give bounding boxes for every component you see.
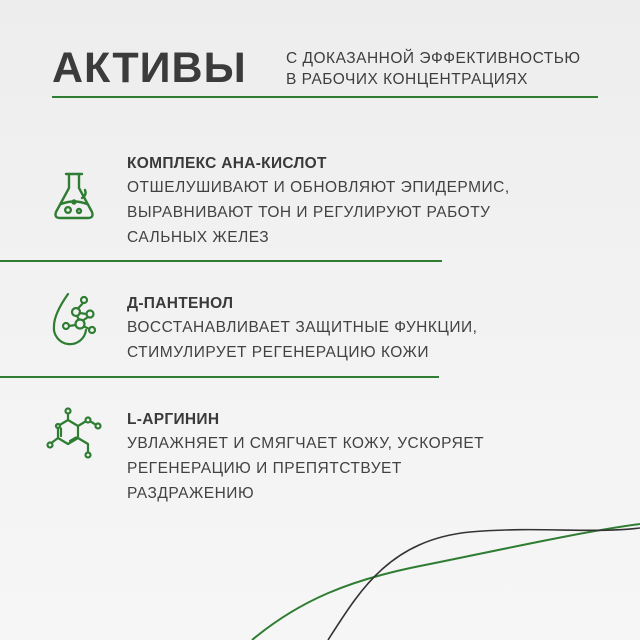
item-title: КОМПЛЕКС АНА-КИСЛОТ (127, 155, 327, 172)
item-desc-line: САЛЬНЫХ ЖЕЛЕЗ (127, 229, 270, 246)
item-desc-line: РЕГЕНЕРАЦИЮ И ПРЕПЯТСТВУЕТ (127, 460, 402, 477)
item-title: Д-ПАНТЕНОЛ (127, 295, 234, 312)
subtitle-line: С ДОКАЗАННОЙ ЭФФЕКТИВНОСТЬЮ (286, 50, 581, 67)
item-desc-line: ВОССТАНАВЛИВАЕТ ЗАЩИТНЫЕ ФУНКЦИИ, (127, 319, 478, 336)
item-desc-line: УВЛАЖНЯЕТ И СМЯГЧАЕТ КОЖУ, УСКОРЯЕТ (127, 435, 485, 452)
subtitle-line: В РАБОЧИХ КОНЦЕНТРАЦИЯХ (286, 71, 528, 88)
dark-curve (328, 528, 640, 640)
item-desc-line: РАЗДРАЖЕНИЮ (127, 485, 255, 502)
item-title: L-АРГИНИН (127, 411, 220, 428)
item-desc-line: СТИМУЛИРУЕТ РЕГЕНЕРАЦИЮ КОЖИ (127, 344, 429, 361)
item-desc-line: ВЫРАВНИВАЮТ ТОН И РЕГУЛИРУЮТ РАБОТУ (127, 204, 491, 221)
green-curve (252, 524, 640, 640)
item-desc-line: ОТШЕЛУШИВАЮТ И ОБНОВЛЯЮТ ЭПИДЕРМИС, (127, 179, 510, 196)
page-title: АКТИВЫ (52, 44, 247, 92)
